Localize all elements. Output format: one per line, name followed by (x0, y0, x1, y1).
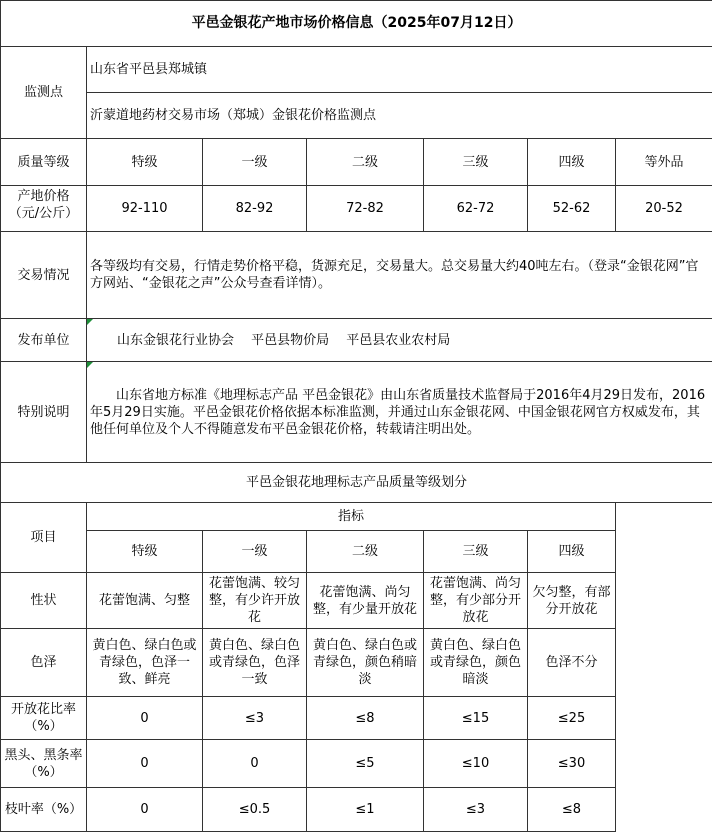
grade-header: 特级 (87, 139, 203, 186)
monitoring-label: 监测点 (1, 47, 87, 139)
publisher-label: 发布单位 (1, 319, 87, 362)
quality-cell: 0 (87, 697, 203, 740)
quality-cell: ≤1 (307, 788, 424, 832)
trade-label: 交易情况 (1, 232, 87, 319)
price-label: 产地价格（元/公斤） (1, 186, 87, 232)
quality-cell: 0 (87, 740, 203, 788)
quality-cell: ≤15 (424, 697, 528, 740)
quality-cell: 花蕾饱满、匀整 (87, 573, 203, 629)
quality-cell: ≤30 (528, 740, 616, 788)
price-cell: 72-82 (307, 186, 424, 232)
indicator-label: 指标 (87, 503, 616, 531)
price-cell: 82-92 (203, 186, 307, 232)
quality-grade-header: 一级 (203, 531, 307, 573)
price-cell: 92-110 (87, 186, 203, 232)
publisher-names: 山东金银花行业协会 平邑县物价局 平邑县农业农村局 (117, 332, 451, 348)
grade-header: 三级 (424, 139, 528, 186)
grade-header: 等外品 (616, 139, 712, 186)
quality-cell: 花蕾饱满、尚匀整，有少部分开放花 (424, 573, 528, 629)
blank-cell (616, 503, 712, 832)
quality-cell: 黄白色、绿白色或青绿色，颜色稍暗淡 (307, 629, 424, 697)
quality-cell: 花蕾饱满、尚匀整，有少量开放花 (307, 573, 424, 629)
grade-header: 二级 (307, 139, 424, 186)
quality-cell: 色泽不分 (528, 629, 616, 697)
quality-row-label: 性状 (1, 573, 87, 629)
item-label: 项目 (1, 503, 87, 573)
monitoring-location: 山东省平邑县郑城镇 (87, 47, 712, 93)
grade-label: 质量等级 (1, 139, 87, 186)
price-cell: 52-62 (528, 186, 616, 232)
quality-cell: 黄白色、绿白色或青绿色，颜色暗淡 (424, 629, 528, 697)
monitoring-point: 沂蒙道地药材交易市场（郑城）金银花价格监测点 (87, 93, 712, 139)
note-label: 特别说明 (1, 362, 87, 463)
grade-header: 四级 (528, 139, 616, 186)
quality-grade-header: 四级 (528, 531, 616, 573)
trade-text: 各等级均有交易，行情走势价格平稳，货源充足，交易量大。总交易量大约40吨左右。（登录“金银花网”官方网站、“金银花之声”公众号查看详情）。 (87, 232, 712, 319)
report-title: 平邑金银花产地市场价格信息（2025年07月12日） (1, 1, 712, 47)
grade-header: 一级 (203, 139, 307, 186)
quality-table-title: 平邑金银花地理标志产品质量等级划分 (1, 463, 712, 503)
quality-cell: ≤10 (424, 740, 528, 788)
quality-grade-header: 二级 (307, 531, 424, 573)
quality-cell: 黄白色、绿白色或青绿色，色泽一致 (203, 629, 307, 697)
quality-cell: ≤3 (203, 697, 307, 740)
quality-grade-header: 三级 (424, 531, 528, 573)
quality-cell: 欠匀整，有部分开放花 (528, 573, 616, 629)
quality-cell: ≤8 (528, 788, 616, 832)
quality-cell: ≤25 (528, 697, 616, 740)
quality-row-label: 黑头、黑条率（%） (1, 740, 87, 788)
price-cell: 62-72 (424, 186, 528, 232)
quality-cell: ≤3 (424, 788, 528, 832)
quality-cell: ≤5 (307, 740, 424, 788)
quality-cell: ≤8 (307, 697, 424, 740)
note-text: 山东省地方标准《地理标志产品 平邑金银花》由山东省质量技术监督局于2016年4月29日发布，2016年5月29日实施。平邑金银花价格依据本标准监测，并通过山东金银花网、中国金银花网官方权威发布，其他任何单位及个人不得随意发布平邑金银花价格，转载请注明出处。 (87, 362, 712, 463)
quality-cell: 0 (203, 740, 307, 788)
quality-cell: 花蕾饱满、较匀整，有少许开放花 (203, 573, 307, 629)
quality-cell: 黄白色、绿白色或青绿色，色泽一致、鲜亮 (87, 629, 203, 697)
price-cell: 20-52 (616, 186, 712, 232)
quality-row-label: 开放花比率（%） (1, 697, 87, 740)
quality-cell: ≤0.5 (203, 788, 307, 832)
publisher-text (87, 319, 712, 362)
quality-row-label: 枝叶率（%） (1, 788, 87, 832)
quality-row-label: 色泽 (1, 629, 87, 697)
quality-grade-header: 特级 (87, 531, 203, 573)
quality-cell: 0 (87, 788, 203, 832)
